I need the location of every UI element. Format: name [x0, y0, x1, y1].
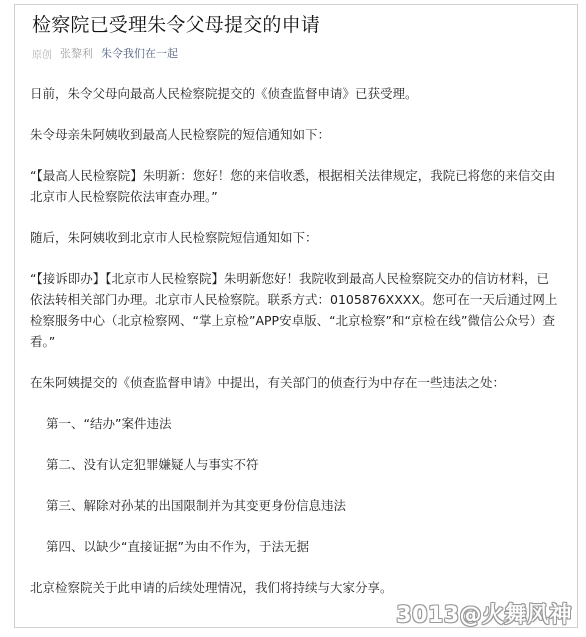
account-name[interactable]: 朱令我们在一起	[101, 47, 178, 60]
paragraph-intro: 日前，朱令父母向最高人民检察院提交的《侦查监督申请》已获受理。	[30, 86, 418, 101]
paragraph-sms-intro-1: 朱令母亲朱阿姨收到最高人民检察院的短信通知如下：	[30, 127, 331, 142]
paragraph-application: 在朱阿姨提交的《侦查监督申请》中提出，有关部门的侦查行为中存在一些违法之处：	[30, 375, 506, 390]
original-badge: 原创	[32, 49, 52, 61]
author-name[interactable]: 张黎利	[60, 47, 93, 60]
paragraph-sms-intro-2: 随后，朱阿姨收到北京市人民检察院短信通知如下：	[30, 230, 318, 245]
article-meta	[32, 44, 178, 62]
paragraph-sms-quote-1: “【最高人民检察院】朱明新：您好！您的来信收悉，根据相关法律规定，我院已将您的来信交由北京市人民检察院依法审查办理。”	[30, 168, 556, 204]
watermark: 3013@火舞风神	[396, 603, 572, 628]
point-item: 第一、“结办”案件违法	[46, 416, 172, 431]
paragraph-sms-quote-2: “【接诉即办】【北京市人民检察院】朱明新您好！我院收到最高人民检察院交办的信访材料，已依法转相关部门办理。北京市人民检察院。联系方式：0105876XXXX。您可在一天后通过网上检察服务中心（北京检察网、“掌上京检”APP安卓版、“北京检察”和“京检在线”微信公众号）查看。”	[30, 271, 558, 349]
point-item: 第三、解除对孙某的出国限制并为其变更身份信息违法	[46, 498, 347, 513]
point-item: 第二、没有认定犯罪嫌疑人与事实不符	[46, 457, 259, 472]
article-body	[30, 83, 560, 598]
article-title: 检察院已受理朱令父母提交的申请	[32, 14, 321, 36]
paragraph-closing: 北京检察院关于此申请的后续处理情况，我们将持续与大家分享。	[30, 580, 393, 595]
point-item: 第四、以缺少“直接证据”为由不作为，于法无据	[46, 539, 309, 554]
